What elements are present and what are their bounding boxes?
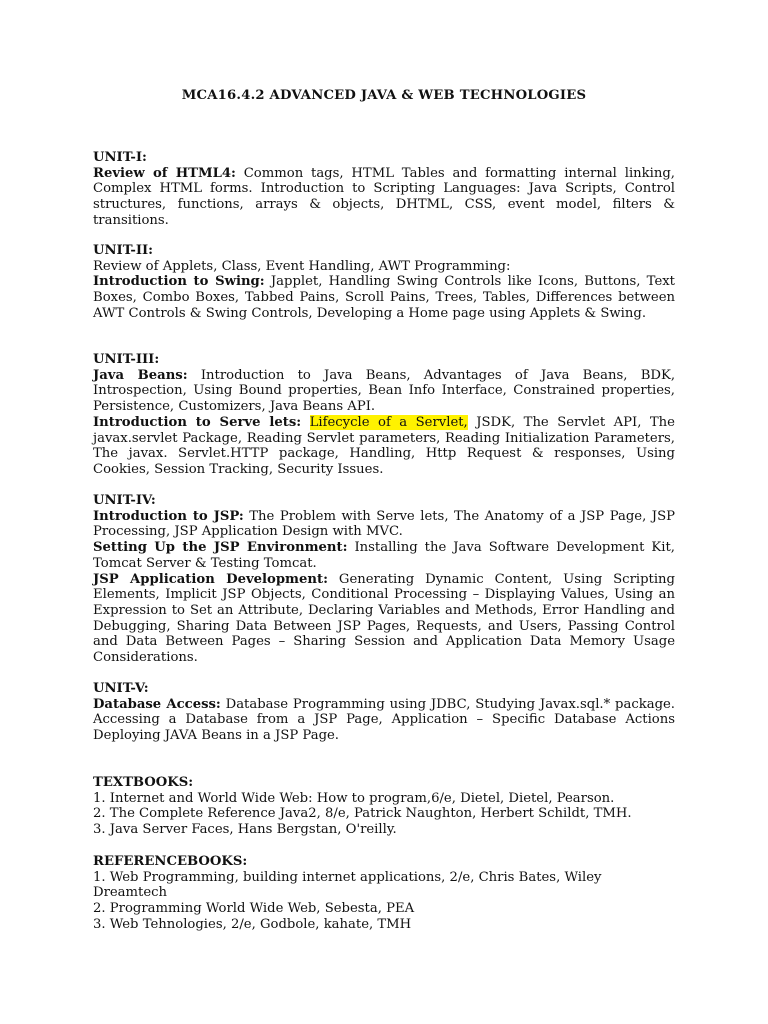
unit-2-topic-label: Introduction to Swing:: [93, 274, 265, 290]
reference-books-heading: REFERENCEBOOKS:: [93, 854, 248, 869]
unit-2-paragraph: [93, 274, 675, 321]
unit-1-paragraph: [93, 166, 675, 229]
page-title: MCA16.4.2 ADVANCED JAVA & WEB TECHNOLOGIES: [181, 88, 587, 103]
unit-3-section: [93, 352, 675, 478]
unit-4-topic-3-label: JSP Application Development:: [93, 571, 328, 587]
unit-3-topic-2-label: Introduction to Serve lets:: [93, 414, 302, 430]
textbooks-heading: TEXTBOOKS:: [93, 775, 194, 790]
unit-4-topic-1-text: The Problem with Serve lets, The Anatomy of a JSP Page, JSP Processing, JSP Application Design with MVC.: [93, 508, 675, 540]
unit-4-topic-3-text: Generating Dynamic Content, Using Scripting Elements, Implicit JSP Objects, Conditional Processing – Displaying Values, Using an Expression to Set an Attribute, Declaring Variables and Methods, Error Handling and Debugging, Sharing Data Between JSP Pages, Requests, and Users, Passing Control and Data Between Pages – Sharing Session and Application Data Memory Usage Considerations.: [93, 571, 675, 666]
textbook-item: 1. Internet and World Wide Web: How to program,6/e, Dietel, Dietel, Pearson.: [93, 790, 615, 806]
unit-1-topic-label: Review of HTML4:: [93, 165, 236, 181]
unit-4-section: [93, 493, 675, 666]
reference-book-item: 3. Web Tehnologies, 2/e, Godbole, kahate, TMH: [93, 916, 412, 932]
unit-2-section: [93, 243, 675, 322]
unit-4-topic-1-label: Introduction to JSP:: [93, 508, 244, 524]
unit-5-section: [93, 681, 675, 744]
unit-3-heading: UNIT-III:: [93, 352, 160, 367]
unit-4-paragraph-3: [93, 572, 675, 666]
unit-5-heading: UNIT-V:: [93, 681, 149, 696]
unit-3-paragraph-2: [93, 415, 675, 478]
unit-4-paragraph-2: [93, 540, 675, 571]
unit-4-topic-2-label: Setting Up the JSP Environment:: [93, 540, 348, 556]
reference-book-item: 1. Web Programming, building internet applications, 2/e, Chris Bates, Wiley Dreamtech: [93, 869, 602, 901]
textbook-item: 2. The Complete Reference Java2, 8/e, Patrick Naughton, Herbert Schildt, TMH.: [93, 806, 632, 822]
reference-books-section: [93, 854, 675, 933]
textbook-item: 3. Java Server Faces, Hans Bergstan, O'reilly.: [93, 822, 397, 838]
unit-2-intro-line: Review of Applets, Class, Event Handling, AWT Programming:: [93, 258, 511, 274]
unit-4-paragraph-1: [93, 509, 675, 540]
unit-5-topic-text: Database Programming using JDBC, Studying Javax.sql.* package. Accessing a Database from a JSP Page, Application – Specific Database Actions Deploying JAVA Beans in a JSP Page.: [93, 696, 676, 744]
textbooks-section: [93, 775, 675, 838]
unit-1-section: [93, 150, 675, 229]
unit-2-heading: UNIT-II:: [93, 243, 154, 258]
unit-3-topic-1-label: Java Beans:: [93, 367, 188, 383]
unit-3-topic-2-text: JSDK, The Servlet API, The javax.servlet Package, Reading Servlet parameters, Reading Initialization Parameters, The javax. Servlet.HTTP package, Handling, Http Request & responses, Using Cookies, Session Tracking, Security Issues.: [93, 414, 675, 477]
unit-5-topic-label: Database Access:: [93, 696, 221, 712]
unit-4-topic-2-text: Installing the Java Software Development Kit, Tomcat Server & Testing Tomcat.: [93, 540, 675, 571]
highlighted-text: Lifecycle of a Servlet,: [309, 414, 468, 430]
unit-3-topic-1-text: Introduction to Java Beans, Advantages of Java Beans, BDK, Introspection, Using Bound properties, Bean Info Interface, Constrained properties, Persistence, Customizers, Java Beans API.: [93, 367, 676, 415]
unit-4-heading: UNIT-IV:: [93, 493, 156, 508]
unit-5-paragraph: [93, 697, 675, 744]
unit-3-paragraph-1: [93, 368, 675, 415]
unit-1-topic-text: Common tags, HTML Tables and formatting internal linking, Complex HTML forms. Introduction to Scripting Languages: Java Scripts, Control structures, functions, arrays & objects, DHTML, CSS, event model, filters & transitions.: [93, 165, 675, 228]
unit-2-topic-text: Japplet, Handling Swing Controls like Icons, Buttons, Text Boxes, Combo Boxes, Tabbed Pains, Scroll Pains, Trees, Tables, Differences between AWT Controls & Swing Controls, Developing a Home page using Applets & Swing.: [93, 274, 675, 321]
unit-1-heading: UNIT-I:: [93, 150, 147, 165]
reference-book-item: 2. Programming World Wide Web, Sebesta, PEA: [93, 901, 415, 917]
